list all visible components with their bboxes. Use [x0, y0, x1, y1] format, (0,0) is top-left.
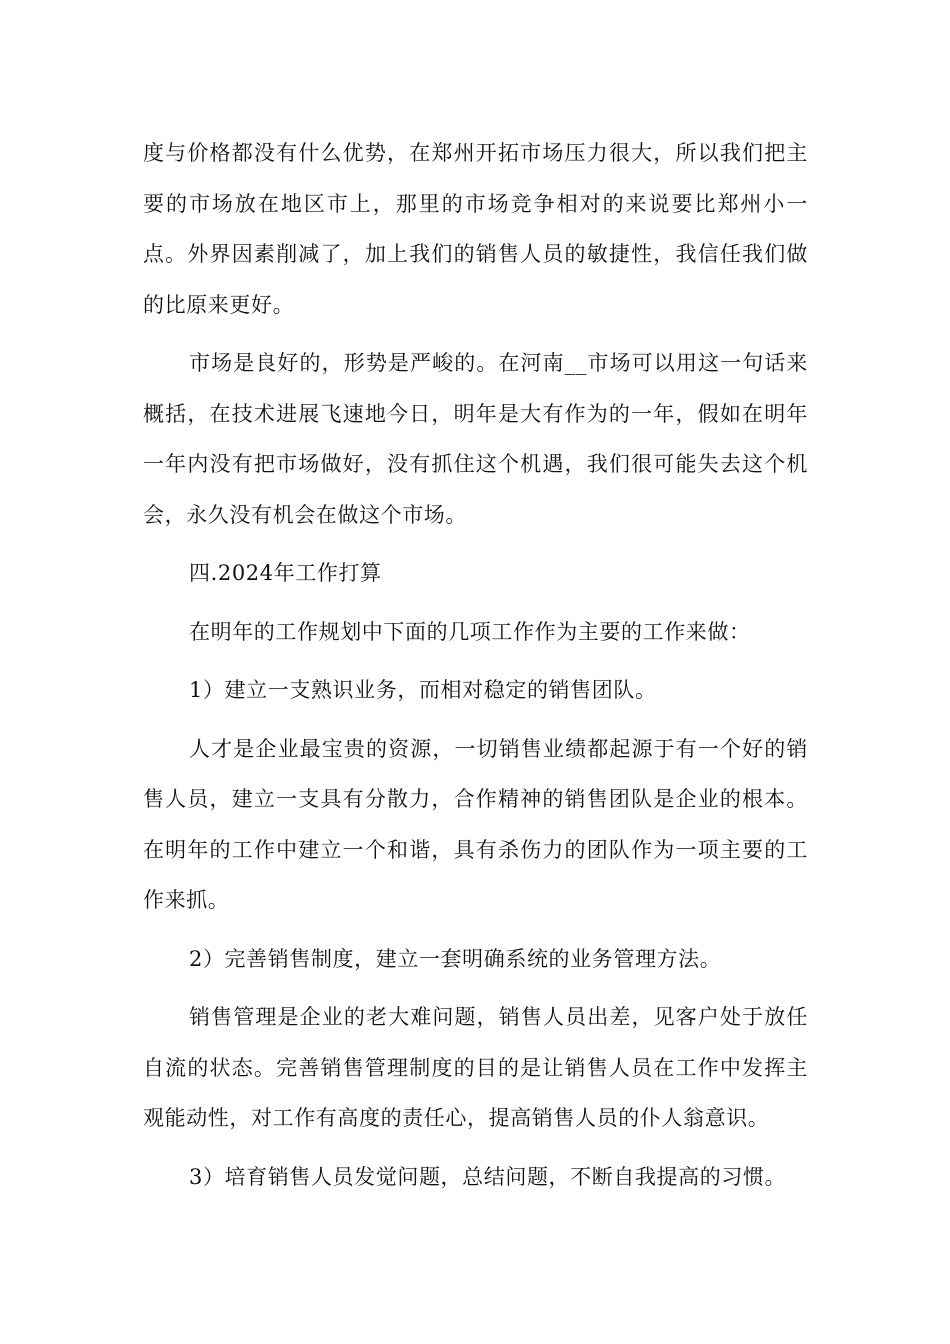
- paragraph-market-outlook: 市场是良好的，形势是严峻的。在河南__市场可以用这一句话来概括，在技术进展飞速地今日，明年是大有作为的一年，假如在明年一年内没有把市场做好，没有抓住这个机遇，我们很可能失去这个机会，永久没有机会在做这个市场。: [143, 351, 808, 527]
- paragraph-market-strategy: 度与价格都没有什么优势，在郑州开拓市场压力很大，所以我们把主要的市场放在地区市上，那里的市场竞争相对的来说要比郑州小一点。外界因素削减了，加上我们的销售人员的敏捷性，我信任我们做的比原来更好。: [143, 141, 808, 317]
- paragraph-plan-intro: 在明年的工作规划中下面的几项工作作为主要的工作来做：: [189, 619, 751, 644]
- list-item-2-heading: 2）完善销售制度，建立一套明确系统的业务管理方法。: [189, 946, 722, 971]
- paragraph-sales-management: 销售管理是企业的老大难问题，销售人员出差，见客户处于放任自流的状态。完善销售管理制度的目的是让销售人员在工作中发挥主观能动性，对工作有高度的责任心，提高销售人员的仆人翁意识。: [143, 1005, 808, 1130]
- section-heading-work-plan: 四.2024年工作打算: [189, 561, 382, 585]
- paragraph-team-building: 人才是企业最宝贵的资源，一切销售业绩都起源于有一个好的销售人员，建立一支具有分散力，合作精神的销售团队是企业的根本。在明年的工作中建立一个和谐，具有杀伤力的团队作为一项主要的工作来抓。: [143, 736, 808, 912]
- list-item-1-heading: 1）建立一支熟识业务，而相对稳定的销售团队。: [189, 678, 657, 702]
- document-body: [143, 128, 808, 1210]
- list-item-3-heading: 3）培育销售人员发觉问题，总结问题，不断自我提高的习惯。: [189, 1164, 787, 1189]
